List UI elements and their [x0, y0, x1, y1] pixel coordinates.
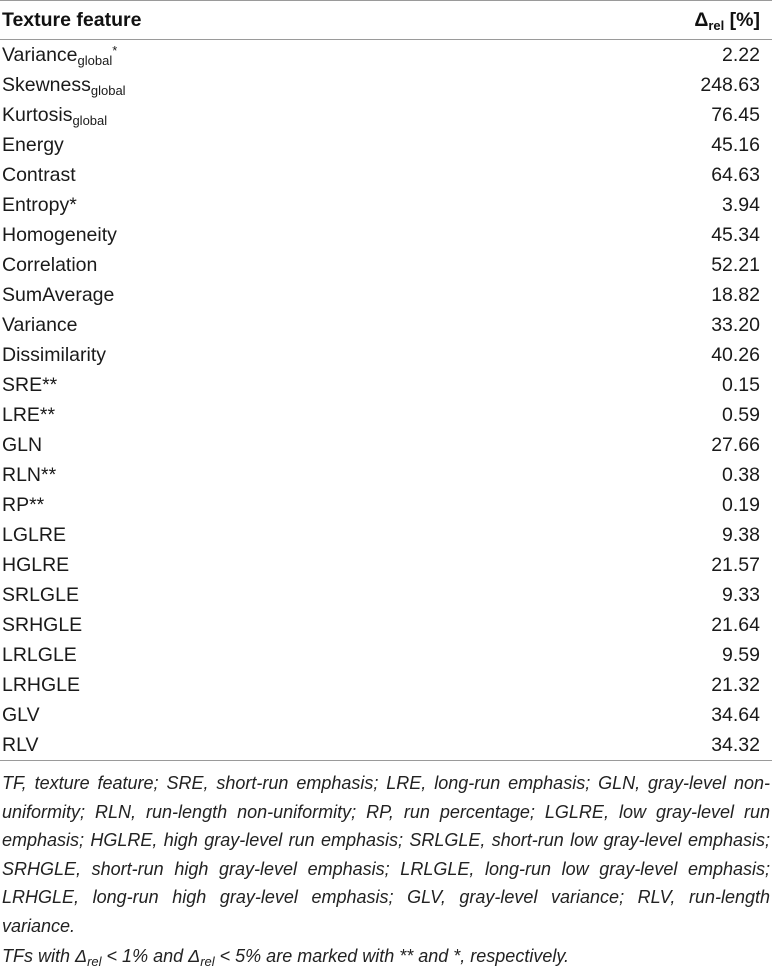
- delta-rel-value-cell: [560, 610, 772, 640]
- delta-rel-value-cell: [560, 130, 772, 160]
- delta-rel-value-cell: [560, 550, 772, 580]
- feature-base-label: SRE**: [2, 374, 58, 396]
- delta-symbol: Δ: [694, 9, 709, 31]
- delta-rel-value: 248.63: [700, 74, 760, 96]
- texture-feature-name: [0, 730, 560, 761]
- delta-rel-value-cell: [560, 430, 772, 460]
- delta-rel-value: 0.59: [722, 404, 760, 426]
- delta-rel-value: 21.57: [711, 554, 760, 576]
- delta-rel-value: 52.21: [711, 254, 760, 276]
- table-row: [0, 130, 772, 160]
- delta-rel-value-cell: [560, 520, 772, 550]
- feature-base-label: SRLGLE: [2, 584, 79, 606]
- texture-feature-name: [0, 550, 560, 580]
- feature-base-label: GLN: [2, 434, 43, 456]
- table-row: [0, 550, 772, 580]
- delta-rel-value-cell: [560, 730, 772, 761]
- delta-rel-value: 0.38: [722, 464, 760, 486]
- texture-feature-name: [0, 460, 560, 490]
- table-row: [0, 40, 772, 70]
- texture-feature-name: [0, 370, 560, 400]
- delta-rel-value-cell: [560, 220, 772, 250]
- table-row: [0, 100, 772, 130]
- marks-delta-1: Δ: [75, 946, 88, 966]
- delta-rel-value: 18.82: [711, 284, 760, 306]
- delta-rel-value-cell: [560, 310, 772, 340]
- marks-text-2: < 1% and: [101, 946, 189, 966]
- delta-rel-value: 34.64: [711, 704, 760, 726]
- table-row: [0, 310, 772, 340]
- table-row: [0, 280, 772, 310]
- table-row: [0, 400, 772, 430]
- texture-feature-name: [0, 430, 560, 460]
- delta-rel-value: 9.33: [722, 584, 760, 606]
- feature-base-label: RLV: [2, 734, 39, 756]
- texture-feature-name: [0, 190, 560, 220]
- delta-rel-value: 0.19: [722, 494, 760, 516]
- feature-base-label: SRHGLE: [2, 614, 83, 636]
- feature-base-label: Skewness: [2, 74, 91, 96]
- table-row: [0, 700, 772, 730]
- delta-rel-value: 27.66: [711, 434, 760, 456]
- marks-text-1: TFs with: [2, 946, 76, 966]
- table-row: [0, 70, 772, 100]
- feature-base-label: Kurtosis: [2, 104, 73, 126]
- texture-feature-name: [0, 70, 560, 100]
- table-row: [0, 730, 772, 761]
- marks-sub-1: rel: [87, 954, 102, 969]
- marks-text-3: < 5% are marked with ** and *, respectively.: [214, 946, 569, 966]
- feature-base-label: HGLRE: [2, 554, 70, 576]
- feature-subscript: global: [77, 53, 113, 68]
- feature-base-label: Variance: [2, 44, 78, 66]
- delta-rel-value: 9.59: [722, 644, 760, 666]
- feature-base-label: RLN**: [2, 464, 57, 486]
- table-row: [0, 370, 772, 400]
- texture-feature-name: [0, 400, 560, 430]
- delta-rel-value: 9.38: [722, 524, 760, 546]
- delta-rel-value-cell: [560, 340, 772, 370]
- delta-rel-value: 0.15: [722, 374, 760, 396]
- delta-rel-value-cell: [560, 400, 772, 430]
- delta-rel-value-cell: [560, 40, 772, 70]
- feature-significance-mark: *: [112, 43, 118, 58]
- table-row: [0, 340, 772, 370]
- delta-rel-value-cell: [560, 700, 772, 730]
- delta-rel-value: 45.16: [711, 134, 760, 156]
- header-texture-feature: Texture feature: [2, 9, 142, 31]
- texture-feature-name: [0, 310, 560, 340]
- table-row: [0, 520, 772, 550]
- feature-base-label: LGLRE: [2, 524, 66, 546]
- delta-rel-value-cell: [560, 580, 772, 610]
- texture-feature-name: [0, 340, 560, 370]
- delta-rel-value: 76.45: [711, 104, 760, 126]
- feature-base-label: Entropy*: [2, 194, 77, 216]
- texture-feature-name: [0, 220, 560, 250]
- delta-rel-value-cell: [560, 640, 772, 670]
- table-header-row: [0, 1, 772, 40]
- table-footnotes: [0, 761, 772, 971]
- delta-rel-value: 34.32: [711, 734, 760, 756]
- table-row: [0, 610, 772, 640]
- feature-base-label: Homogeneity: [2, 224, 117, 246]
- table-row: [0, 640, 772, 670]
- feature-base-label: Correlation: [2, 254, 98, 276]
- marks-delta-2: Δ: [188, 946, 201, 966]
- feature-base-label: LRHGLE: [2, 674, 81, 696]
- texture-feature-name: [0, 520, 560, 550]
- delta-rel-value: 21.32: [711, 674, 760, 696]
- delta-rel-value: 64.63: [711, 164, 760, 186]
- texture-feature-name: [0, 250, 560, 280]
- feature-base-label: Contrast: [2, 164, 76, 186]
- texture-feature-table: [0, 1, 772, 761]
- delta-rel-value-cell: [560, 670, 772, 700]
- feature-base-label: GLV: [2, 704, 40, 726]
- texture-feature-name: [0, 100, 560, 130]
- delta-rel-value-cell: [560, 190, 772, 220]
- table-row: [0, 250, 772, 280]
- header-delta-rel: [560, 1, 772, 40]
- table-row: [0, 580, 772, 610]
- feature-base-label: Variance: [2, 314, 78, 336]
- feature-base-label: Energy: [2, 134, 64, 156]
- texture-feature-name: [0, 160, 560, 190]
- delta-rel-value-cell: [560, 100, 772, 130]
- texture-feature-name: [0, 490, 560, 520]
- delta-rel-value: 2.22: [722, 44, 760, 66]
- table-row: [0, 460, 772, 490]
- texture-feature-name: [0, 610, 560, 640]
- feature-subscript: global: [90, 83, 126, 98]
- delta-rel-value-cell: [560, 280, 772, 310]
- texture-feature-name: [0, 670, 560, 700]
- delta-rel-value: 3.94: [722, 194, 760, 216]
- delta-rel-value: 45.34: [711, 224, 760, 246]
- texture-feature-name: [0, 580, 560, 610]
- texture-feature-name: [0, 640, 560, 670]
- delta-rel-value-cell: [560, 460, 772, 490]
- delta-subscript: rel: [708, 18, 725, 33]
- delta-rel-value: 33.20: [711, 314, 760, 336]
- feature-base-label: Dissimilarity: [2, 344, 106, 366]
- table-row: [0, 220, 772, 250]
- delta-rel-value: 21.64: [711, 614, 760, 636]
- delta-rel-value-cell: [560, 370, 772, 400]
- delta-rel-value-cell: [560, 70, 772, 100]
- feature-base-label: SumAverage: [2, 284, 115, 306]
- table-row: [0, 430, 772, 460]
- table-row: [0, 190, 772, 220]
- footnote-marks: [2, 942, 770, 971]
- texture-feature-name: [0, 40, 560, 70]
- texture-feature-name: [0, 130, 560, 160]
- table-row: [0, 670, 772, 700]
- feature-subscript: global: [72, 113, 108, 128]
- table-row: [0, 160, 772, 190]
- table-row: [0, 490, 772, 520]
- texture-feature-name: [0, 700, 560, 730]
- marks-sub-2: rel: [200, 954, 215, 969]
- delta-rel-value-cell: [560, 250, 772, 280]
- feature-base-label: LRE**: [2, 404, 56, 426]
- feature-base-label: RP**: [2, 494, 45, 516]
- delta-rel-value: 40.26: [711, 344, 760, 366]
- texture-feature-name: [0, 280, 560, 310]
- unit-label: [%]: [729, 9, 760, 31]
- feature-base-label: LRLGLE: [2, 644, 77, 666]
- delta-rel-value-cell: [560, 490, 772, 520]
- delta-rel-value-cell: [560, 160, 772, 190]
- footnote-abbreviations: TF, texture feature; SRE, short-run emphasis; LRE, long-run emphasis; GLN, gray-level non-uniformity; RLN, run-length non-uniformity; RP, run percentage; LGLRE, low gray-level run emphasis; HGLRE, high gray-level run emphasis; SRLGLE, short-run low gray-level emphasis; SRHGLE, short-run high gray-level emphasis; LRLGLE, long-run low gray-level emphasis; LRHGLE, long-run high gray-level emphasis; GLV, gray-level variance; RLV, run-length variance.: [2, 773, 770, 936]
- table-body: [0, 40, 772, 761]
